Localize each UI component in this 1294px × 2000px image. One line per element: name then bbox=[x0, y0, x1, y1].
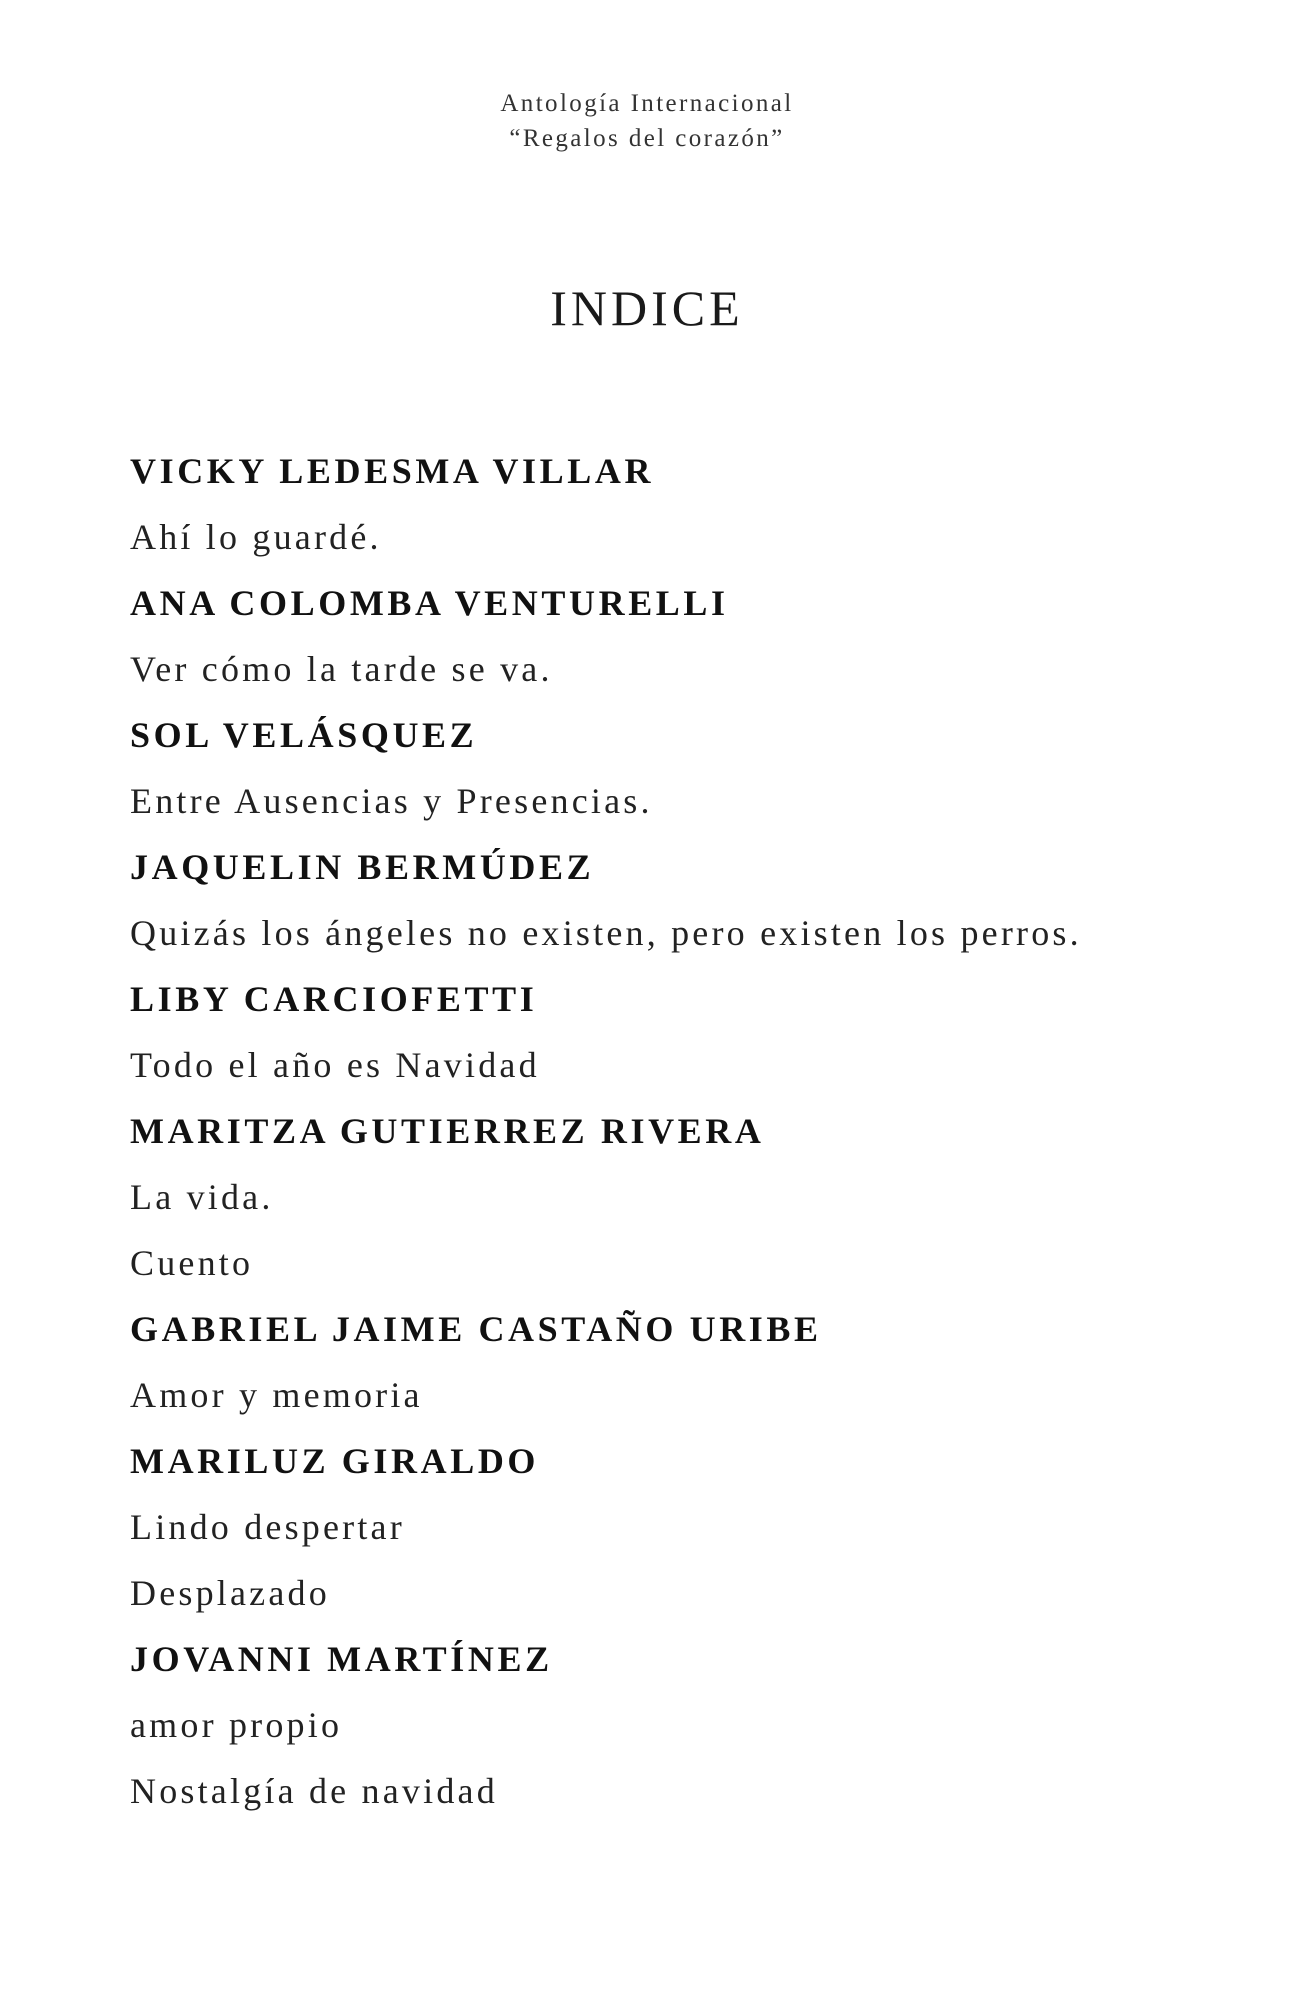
toc-work-title: Lindo despertar bbox=[130, 1507, 405, 1547]
toc-work-title: Todo el año es Navidad bbox=[130, 1045, 540, 1085]
toc-work-title: Nostalgía de navidad bbox=[130, 1771, 498, 1811]
table-of-contents bbox=[130, 438, 1250, 1824]
toc-author: GABRIEL JAIME CASTAÑO URIBE bbox=[130, 1309, 822, 1349]
toc-work-title: amor propio bbox=[130, 1705, 343, 1745]
toc-author: MARITZA GUTIERREZ RIVERA bbox=[130, 1111, 765, 1151]
toc-work-title: Quizás los ángeles no existen, pero existen los perros. bbox=[130, 913, 1082, 953]
toc-work-title: La vida. bbox=[130, 1177, 274, 1217]
header-line-subtitle: “Regalos del corazón” bbox=[509, 125, 785, 152]
toc-work-title: Desplazado bbox=[130, 1573, 330, 1613]
header-line-anthology: Antología Internacional bbox=[500, 90, 794, 117]
toc-author: JOVANNI MARTÍNEZ bbox=[130, 1639, 553, 1679]
toc-author: LIBY CARCIOFETTI bbox=[130, 979, 538, 1019]
toc-author: MARILUZ GIRALDO bbox=[130, 1441, 540, 1481]
toc-work-title: Amor y memoria bbox=[130, 1375, 423, 1415]
toc-author: VICKY LEDESMA VILLAR bbox=[130, 451, 655, 491]
toc-author: SOL VELÁSQUEZ bbox=[130, 715, 478, 755]
toc-author: ANA COLOMBA VENTURELLI bbox=[130, 583, 729, 623]
toc-work-title: Entre Ausencias y Presencias. bbox=[130, 781, 653, 821]
running-header bbox=[0, 86, 1294, 156]
toc-work-title: Ahí lo guardé. bbox=[130, 517, 382, 557]
toc-author: JAQUELIN BERMÚDEZ bbox=[130, 847, 595, 887]
toc-work-title: Ver cómo la tarde se va. bbox=[130, 649, 553, 689]
page-title: INDICE bbox=[550, 280, 744, 336]
toc-work-title: Cuento bbox=[130, 1243, 254, 1283]
